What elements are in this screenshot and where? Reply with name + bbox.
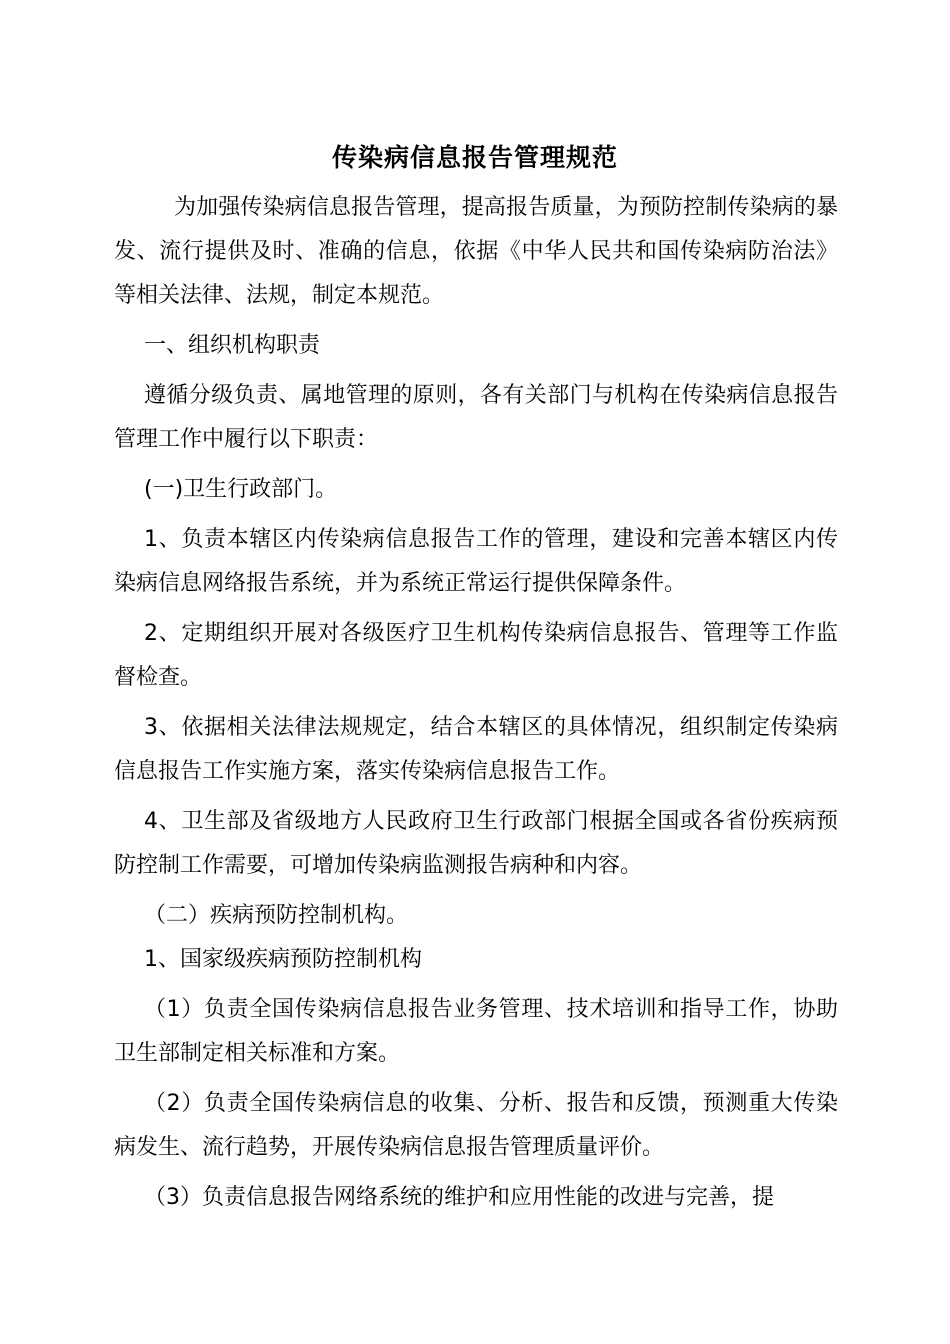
paragraph-principle: 遵循分级负责、属地管理的原则，各有关部门与机构在传染病信息报告管理工作中履行以下职责：	[114, 383, 838, 452]
list-item: 1、负责本辖区内传染病信息报告工作的管理，建设和完善本辖区内传染病信息网络报告系统，并为系统正常运行提供保障条件。	[114, 527, 838, 596]
list-item: 2、定期组织开展对各级医疗卫生机构传染病信息报告、管理等工作监督检查。	[114, 621, 838, 690]
subsection-heading-2: （二）疾病预防控制机构。	[144, 903, 409, 928]
document-title: 传染病信息报告管理规范	[331, 143, 618, 172]
section-heading-1: 一、组织机构职责	[144, 333, 321, 358]
list-item: 4、卫生部及省级地方人民政府卫生行政部门根据全国或各省份疾病预防控制工作需要，可增加传染病监测报告病种和内容。	[114, 809, 838, 878]
list-item: 3、依据相关法律法规规定，结合本辖区的具体情况，组织制定传染病信息报告工作实施方案，落实传染病信息报告工作。	[114, 715, 838, 784]
list-item: （1）负责全国传染病信息报告业务管理、技术培训和指导工作，协助卫生部制定相关标准和方案。	[114, 997, 838, 1066]
paragraph-intro: 为加强传染病信息报告管理，提高报告质量，为预防控制传染病的暴发、流行提供及时、准确的信息，依据《中华人民共和国传染病防治法》等相关法律、法规，制定本规范。	[114, 195, 838, 308]
list-item: （3）负责信息报告网络系统的维护和应用性能的改进与完善，提	[144, 1185, 774, 1210]
document-body	[114, 186, 838, 1220]
list-item: （2）负责全国传染病信息的收集、分析、报告和反馈，预测重大传染病发生、流行趋势，开展传染病信息报告管理质量评价。	[114, 1091, 838, 1160]
subsection-heading-1: (一)卫生行政部门。	[144, 477, 338, 502]
list-item: 1、国家级疾病预防控制机构	[144, 947, 422, 972]
